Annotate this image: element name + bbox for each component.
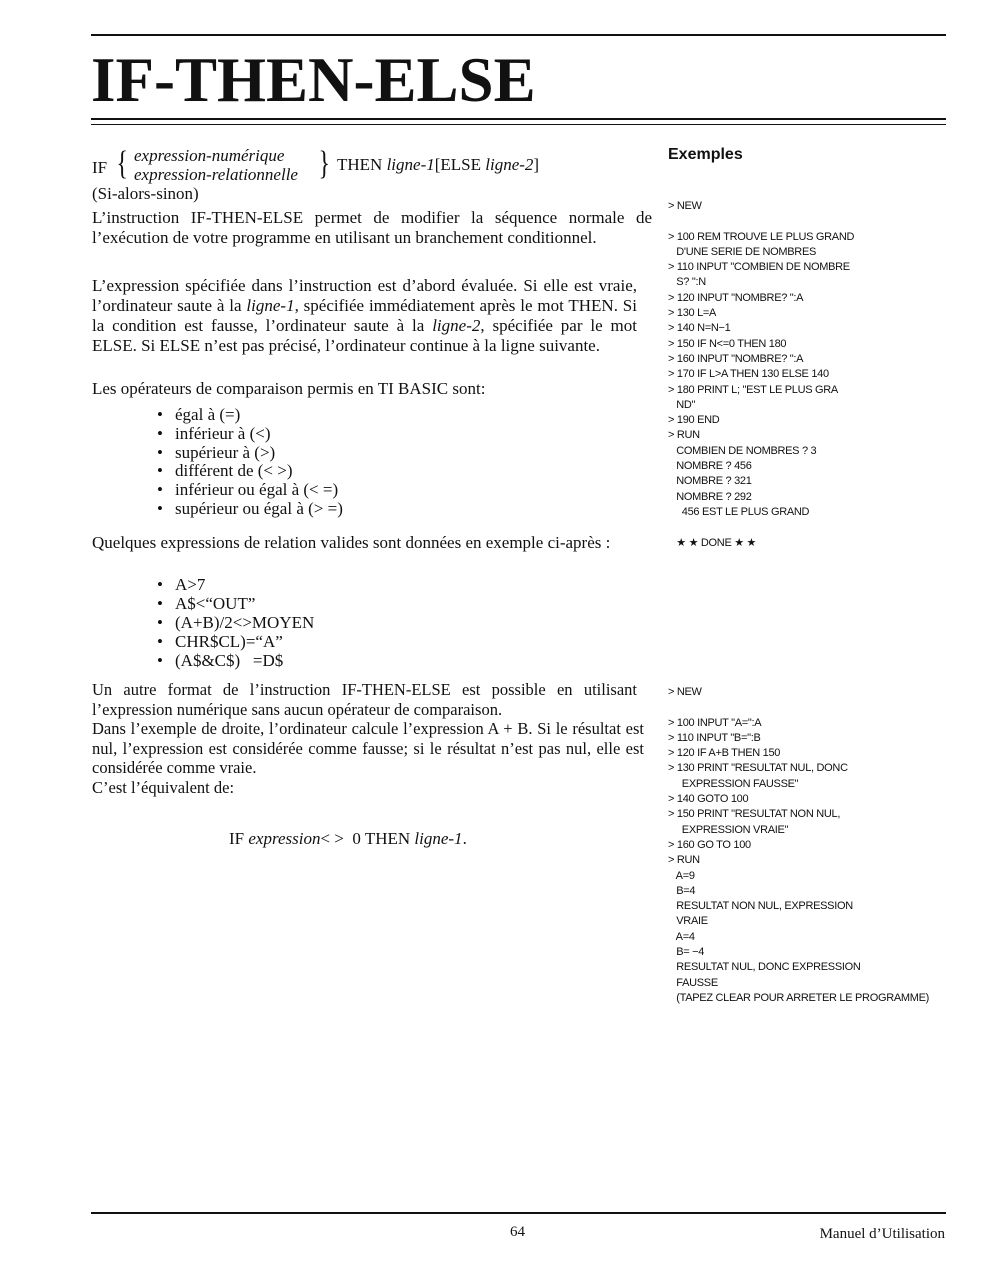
code-line	[668, 214, 854, 229]
list-item: • inférieur à (<)	[157, 425, 343, 444]
paragraph-operators-intro: Les opérateurs de comparaison permis en TI BASIC sont:	[92, 379, 486, 398]
code-line: > 160 INPUT "NOMBRE? ":A	[668, 352, 804, 365]
list-item: • différent de (< >)	[157, 462, 343, 481]
code-line: > 120 IF A+B THEN 150	[668, 747, 781, 760]
list-item: • égal à (=)	[157, 406, 343, 425]
code-line: EXPRESSION VRAIE"	[668, 823, 789, 836]
code-line: > 190 END	[668, 414, 720, 427]
syntax-if: IF	[92, 158, 108, 177]
left-brace: {	[116, 145, 128, 182]
code-line: > 110 INPUT "B=":B	[668, 731, 761, 744]
paragraph-relation-intro: Quelques expressions de relation valides sont données en exemple ci-après :	[92, 533, 611, 552]
p2-line1: ligne-1	[246, 296, 295, 315]
code-line: > NEW	[668, 686, 702, 698]
code-line: NOMBRE ? 321	[668, 475, 752, 488]
p2-part-a: L’expression spécifiée dans l’instruction est d’abord évaluée. Si elle est vraie, l’ordinateur saute à la	[92, 276, 637, 315]
syntax-alt-relational: expression-relationnelle	[134, 165, 298, 184]
code-line: VRAIE	[668, 915, 708, 928]
title-underline-thin	[91, 124, 946, 125]
paragraph-other-format: Un autre format de l’instruction IF-THEN-ELSE est possible en utilisant l’expression numérique sans aucun opérateur de comparaison.	[92, 680, 637, 719]
code-line: ★ ★ DONE ★ ★	[668, 536, 757, 549]
code-line: EXPRESSION FAUSSE"	[668, 777, 799, 790]
code-line: D'UNE SERIE DE NOMBRES	[668, 245, 817, 258]
code-line: > 160 GO TO 100	[668, 838, 751, 851]
code-line: S? ":N	[668, 276, 706, 289]
top-rule	[91, 34, 946, 36]
formula-prefix: IF	[229, 829, 249, 848]
syntax-subtitle: (Si-alors-sinon)	[92, 184, 199, 203]
syntax-else-open: [ELSE	[434, 155, 486, 174]
list-item: • supérieur ou égal à (> =)	[157, 500, 343, 519]
program-listing-1	[668, 199, 854, 551]
code-line: > RUN	[668, 854, 700, 867]
relation-example-list	[157, 575, 314, 670]
list-item: • A>7	[157, 575, 314, 594]
footer-rule	[91, 1212, 946, 1214]
page-title: IF-THEN-ELSE	[91, 45, 536, 115]
syntax-alt-numeric: expression-numérique	[134, 146, 285, 165]
program-listing-2	[668, 685, 929, 1006]
formula-line: ligne-1	[414, 829, 463, 848]
formula-expression: expression	[248, 829, 321, 848]
code-line: > 100 INPUT "A=":A	[668, 716, 762, 729]
code-line: > NEW	[668, 200, 702, 212]
code-line	[668, 520, 854, 535]
code-line: ND"	[668, 398, 696, 411]
code-line: > 120 INPUT "NOMBRE? ":A	[668, 291, 804, 304]
code-line: B=4	[668, 884, 696, 897]
code-line: RESULTAT NON NUL, EXPRESSION	[668, 900, 853, 913]
code-line: > 150 IF N<=0 THEN 180	[668, 337, 787, 350]
code-line	[668, 700, 929, 715]
code-line: > 140 N=N−1	[668, 322, 731, 335]
code-line: > 150 PRINT "RESULTAT NON NUL,	[668, 808, 841, 821]
syntax-line2: ligne-2	[485, 155, 534, 174]
syntax-else-close: ]	[533, 155, 540, 174]
p2-part-c: , spécifiée immédiatement après le mot THEN. Si la condition est fausse, l’ordinateur saute à la	[92, 296, 637, 335]
paragraph-right-example: Dans l’exemple de droite, l’ordinateur calcule l’expression A + B. Si le résultat est nul, l’expression est considérée comme fausse; si le résultat n’est pas nul, elle est considérée comme vraie.	[92, 719, 644, 777]
code-line: > 170 IF L>A THEN 130 ELSE 140	[668, 368, 829, 381]
syntax-line1: ligne-1	[386, 155, 435, 174]
code-line: NOMBRE ? 456	[668, 460, 752, 473]
code-line: > 100 REM TROUVE LE PLUS GRAND	[668, 230, 855, 243]
page-number: 64	[510, 1224, 525, 1240]
code-line: NOMBRE ? 292	[668, 490, 752, 503]
code-line: > 140 GOTO 100	[668, 793, 749, 806]
code-line: A=9	[668, 869, 695, 882]
code-line: > 110 INPUT "COMBIEN DE NOMBRE	[668, 261, 850, 274]
code-line: A=4	[668, 930, 695, 943]
formula-middle: < > 0 THEN	[320, 829, 415, 848]
code-line: COMBIEN DE NOMBRES ? 3	[668, 444, 817, 457]
list-item: • (A+B)/2<>MOYEN	[157, 613, 314, 632]
code-line: (TAPEZ CLEAR POUR ARRETER LE PROGRAMME)	[668, 991, 930, 1004]
formula-suffix: .	[462, 829, 467, 848]
code-line: RESULTAT NUL, DONC EXPRESSION	[668, 961, 861, 974]
code-line: > RUN	[668, 429, 700, 442]
title-underline-thick	[91, 118, 946, 120]
manual-label: Manuel d’Utilisation	[819, 1226, 945, 1242]
code-line: > 130 L=A	[668, 307, 717, 320]
paragraph-evaluation	[92, 276, 637, 356]
syntax-then	[337, 155, 539, 175]
examples-heading: Exemples	[668, 146, 743, 163]
list-item: • supérieur à (>)	[157, 444, 343, 463]
code-line: 456 EST LE PLUS GRAND	[668, 505, 810, 518]
list-item: • A$<“OUT”	[157, 594, 314, 613]
list-item: • CHR$CL)=“A”	[157, 632, 314, 651]
code-line: FAUSSE	[668, 976, 718, 989]
syntax-then-keyword: THEN	[337, 155, 383, 174]
right-brace: }	[318, 145, 330, 182]
list-item: • (A$&C$) =D$	[157, 651, 314, 670]
code-line: > 180 PRINT L; "EST LE PLUS GRA	[668, 383, 838, 396]
code-line: > 130 PRINT "RESULTAT NUL, DONC	[668, 762, 848, 775]
paragraph-equivalent: C’est l’équivalent de:	[92, 778, 235, 797]
paragraph-intro: L’instruction IF-THEN-ELSE permet de modifier la séquence normale de l’exécution de votre programme en utilisant un branchement conditionnel.	[92, 208, 652, 247]
list-item: • inférieur ou égal à (< =)	[157, 481, 343, 500]
code-line: B= −4	[668, 946, 705, 959]
equivalent-formula	[229, 829, 467, 849]
p2-part-e: , spécifiée par le mot ELSE. Si ELSE n’est pas précisé, l’ordinateur continue à la ligne suivante.	[92, 316, 637, 355]
operator-list	[157, 406, 343, 519]
p2-line2: ligne-2	[432, 316, 481, 335]
